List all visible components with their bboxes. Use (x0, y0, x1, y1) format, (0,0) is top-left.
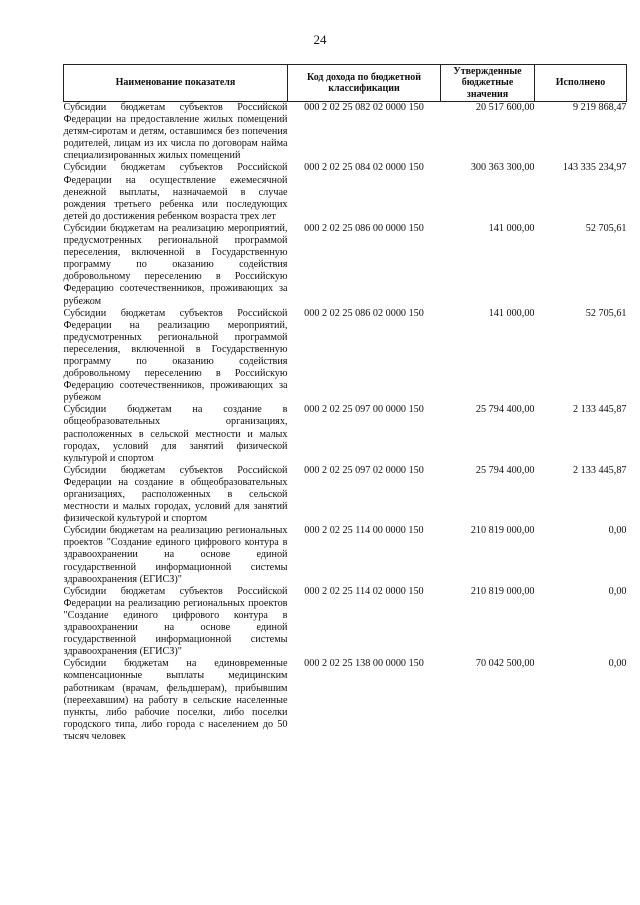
table-row (64, 525, 627, 585)
income-code: 000 2 02 25 084 02 0000 150 (304, 162, 424, 174)
approved-value: 210 819 000,00 (470, 525, 535, 537)
income-code: 000 2 02 25 086 00 0000 150 (304, 222, 424, 234)
table-row (64, 102, 627, 163)
indicator-name: Субсидии бюджетам на реализацию региональных проектов "Создание единого цифрового контура в здравоохранении на основе единой государственной информационной системы здравоохранения (ЕГИСЗ)" (63, 525, 288, 585)
page-number: 24 (313, 32, 327, 47)
header-income-code: Код дохода по бюджетной классификации (288, 65, 441, 102)
income-code: 000 2 02 25 097 00 0000 150 (304, 404, 424, 416)
approved-value: 20 517 600,00 (475, 102, 535, 113)
indicator-name: Субсидии бюджетам субъектов Российской Федерации на осуществление ежемесячной денежной выплаты, назначаемой в случае рождения третьего ребенка или последующих детей до достижения ребенком возраста трех лет (63, 162, 288, 222)
executed-value: 0,00 (608, 585, 627, 597)
table-row (64, 162, 627, 222)
table-row (64, 465, 627, 525)
executed-value: 52 705,61 (585, 222, 627, 234)
approved-value: 210 819 000,00 (470, 585, 535, 597)
approved-value: 25 794 400,00 (475, 404, 535, 416)
approved-value: 141 000,00 (488, 222, 535, 234)
indicator-name: Субсидии бюджетам на реализацию мероприятий, предусмотренных региональной программой переселения, включенной в Государственную программу по оказанию содействия добровольному переселению в Российскую Федерацию соотечественников, проживающих за рубежом (63, 222, 288, 307)
income-code: 000 2 02 25 097 02 0000 150 (304, 464, 424, 476)
income-code: 000 2 02 25 086 02 0000 150 (304, 307, 424, 319)
executed-value: 9 219 868,47 (573, 102, 627, 113)
table-row (64, 308, 627, 405)
indicator-name: Субсидии бюджетам субъектов Российской Федерации на создание в общеобразовательных организациях, расположенных в сельской местности и малых городах, условий для занятий физической культурой и спортом (63, 464, 288, 525)
executed-value: 0,00 (608, 525, 627, 537)
executed-value: 52 705,61 (585, 307, 627, 319)
executed-value: 2 133 445,87 (573, 464, 627, 476)
header-row (64, 65, 627, 102)
income-code: 000 2 02 25 138 00 0000 150 (304, 658, 424, 670)
income-code: 000 2 02 25 114 00 0000 150 (304, 525, 424, 537)
approved-value: 25 794 400,00 (475, 464, 535, 476)
indicator-name: Субсидии бюджетам субъектов Российской Федерации на реализацию мероприятий, предусмотренных региональной программой переселения, включенной в Государственную программу по оказанию содействия добровольному переселению в Российскую Федерацию соотечественников, проживающих за рубежом (63, 307, 288, 404)
indicator-name: Субсидии бюджетам субъектов Российской Федерации на предоставление жилых помещений детям-сиротам и детям, оставшимся без попечения родителей, лицам из их числа по договорам найма специализированных жилых помещений (63, 102, 288, 162)
executed-value: 143 335 234,97 (562, 162, 627, 174)
indicator-name: Субсидии бюджетам субъектов Российской Федерации на реализацию региональных проектов "Создание единого цифрового контура в здравоохранении на основе единой государственной информационной системы здравоохранения (ЕГИСЗ)" (63, 585, 288, 658)
header-executed: Исполнено (535, 65, 627, 102)
executed-value: 0,00 (608, 658, 627, 670)
table-row (64, 404, 627, 464)
table-body (64, 102, 627, 743)
approved-value: 300 363 300,00 (470, 162, 535, 174)
table-row (64, 586, 627, 659)
executed-value: 2 133 445,87 (573, 404, 627, 416)
indicator-name: Субсидии бюджетам на единовременные компенсационные выплаты медицинским работникам (врачам, фельдшерам), прибывшим (переехавшим) на работу в сельские населенные пункты, либо рабочие поселки, либо поселки городского типа, либо города с населением до 50 тысяч человек (63, 658, 288, 742)
header-indicator-name: Наименование показателя (64, 65, 288, 102)
table-row (64, 223, 627, 308)
income-code: 000 2 02 25 082 02 0000 150 (304, 102, 424, 113)
indicator-name: Субсидии бюджетам на создание в общеобразовательных организациях, расположенных в сельской местности и малых городах, условий для занятий физической культурой и спортом (63, 404, 288, 464)
approved-value: 141 000,00 (488, 307, 535, 319)
header-approved-values: Утвержденные бюджетные значения (441, 65, 535, 102)
budget-income-table (63, 64, 627, 743)
table-header (64, 65, 627, 102)
income-code: 000 2 02 25 114 02 0000 150 (304, 585, 424, 597)
table-row (64, 658, 627, 743)
approved-value: 70 042 500,00 (475, 658, 535, 670)
